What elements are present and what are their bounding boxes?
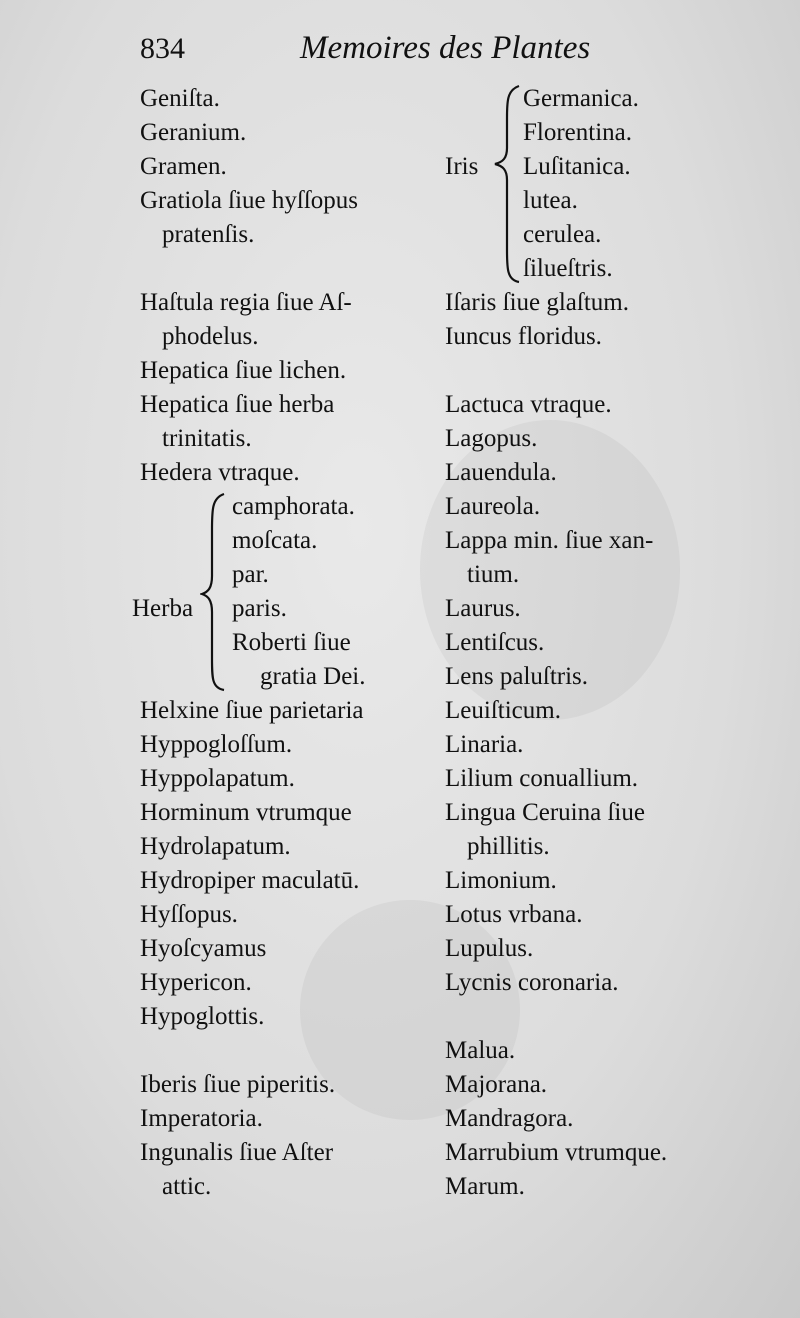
- plant-name: Haſtula regia ſiue Aſ-: [140, 289, 352, 316]
- plant-name: Gratiola ſiue hyſſopus: [140, 187, 359, 214]
- plant-entry: [523, 150, 639, 184]
- plant-name: Lappa min. ſiue xan-: [445, 527, 654, 554]
- plant-entry: [140, 184, 440, 252]
- plant-name: Hypoglottis.: [140, 1003, 265, 1030]
- plant-name-continuation: pratenſis.: [162, 221, 255, 248]
- plant-entry: [232, 524, 366, 558]
- plant-entry: [523, 116, 639, 150]
- plant-entry: [140, 286, 440, 354]
- plant-name-continuation: phillitis.: [467, 833, 550, 860]
- plant-name: Iberis ſiue piperitis.: [140, 1071, 336, 1098]
- plant-name: Malua.: [445, 1037, 516, 1064]
- plant-name: Helxine ſiue parietaria: [140, 697, 364, 724]
- running-title: Memoires des Plantes: [300, 30, 591, 66]
- plant-entry: [445, 728, 775, 762]
- left-entries-after: [140, 694, 440, 1204]
- plant-name: Hypericon.: [140, 969, 252, 996]
- plant-entry: [445, 626, 775, 660]
- plant-name: Marrubium vtrumque.: [445, 1139, 668, 1166]
- plant-entry: [445, 1034, 775, 1068]
- plant-name: Luſitanica.: [523, 153, 631, 180]
- herba-items: [232, 490, 366, 694]
- plant-name: Roberti ſiue: [232, 629, 351, 656]
- plant-name: Hyppolapatum.: [140, 765, 295, 792]
- plant-entry: [140, 932, 440, 966]
- plant-name: Hydropiper maculatū.: [140, 867, 360, 894]
- plant-name: Laurus.: [445, 595, 521, 622]
- plant-entry: [445, 796, 775, 864]
- iris-items: [523, 82, 639, 286]
- plant-entry: [140, 1136, 440, 1204]
- plant-entry: [445, 388, 775, 422]
- left-column: [132, 82, 440, 1204]
- plant-entry: [140, 456, 440, 490]
- plant-entry: [445, 1068, 775, 1102]
- plant-entry: [445, 490, 775, 524]
- plant-name: cerulea.: [523, 221, 602, 248]
- plant-name: Hepatica ſiue herba: [140, 391, 335, 418]
- section-gap: [140, 1034, 440, 1068]
- right-column: [445, 82, 775, 1204]
- plant-name: Hyſſopus.: [140, 901, 238, 928]
- plant-name: Linaria.: [445, 731, 524, 758]
- plant-entry: [140, 796, 440, 830]
- iris-group: [445, 82, 775, 286]
- plant-entry: [140, 762, 440, 796]
- plant-name: Lycnis coronaria.: [445, 969, 619, 996]
- plant-name: Hepatica ſiue lichen.: [140, 357, 347, 384]
- plant-name: Laureola.: [445, 493, 541, 520]
- plant-entry: [523, 82, 639, 116]
- plant-entry: [445, 864, 775, 898]
- plant-entry: [232, 626, 366, 694]
- plant-entry: [445, 966, 775, 1000]
- plant-name: Imperatoria.: [140, 1105, 263, 1132]
- plant-name: Leuiſticum.: [445, 697, 561, 724]
- plant-name: Lagopus.: [445, 425, 538, 452]
- plant-name: Iuncus floridus.: [445, 323, 602, 350]
- plant-name: Lentiſcus.: [445, 629, 545, 656]
- plant-name: par.: [232, 561, 269, 588]
- plant-entry: [445, 422, 775, 456]
- plant-entry: [140, 898, 440, 932]
- plant-entry: [445, 320, 775, 354]
- plant-entry: [445, 592, 775, 626]
- plant-name: paris.: [232, 595, 287, 622]
- plant-name: Marum.: [445, 1173, 525, 1200]
- plant-name-continuation: attic.: [162, 1173, 212, 1200]
- plant-name: Hydrolapatum.: [140, 833, 291, 860]
- plant-name: moſcata.: [232, 527, 318, 554]
- plant-entry: [445, 898, 775, 932]
- plant-entry: [140, 830, 440, 864]
- plant-entry: [140, 1068, 440, 1102]
- plant-entry: [140, 694, 440, 728]
- page-header: [140, 30, 640, 74]
- plant-name: Germanica.: [523, 85, 639, 112]
- plant-entry: [140, 1000, 440, 1034]
- section-gap: [140, 252, 440, 286]
- plant-entry: [232, 490, 366, 524]
- plant-entry: [140, 966, 440, 1000]
- plant-entry: [140, 82, 440, 116]
- plant-entry: [445, 1102, 775, 1136]
- herba-key: Herba: [132, 595, 194, 622]
- plant-entry: [445, 456, 775, 490]
- plant-name: Geranium.: [140, 119, 247, 146]
- left-brace-icon: [493, 82, 523, 286]
- section-gap: [445, 354, 775, 388]
- plant-name-continuation: trinitatis.: [162, 425, 252, 452]
- plant-name: Geniſta.: [140, 85, 220, 112]
- plant-name: Lactuca vtraque.: [445, 391, 612, 418]
- plant-entry: [232, 558, 366, 592]
- plant-name: camphorata.: [232, 493, 355, 520]
- plant-entry: [523, 184, 639, 218]
- section-gap: [445, 1000, 775, 1034]
- plant-name: Horminum vtrumque: [140, 799, 352, 826]
- page-number: 834: [140, 32, 185, 65]
- plant-entry: [523, 252, 639, 286]
- plant-name: Gramen.: [140, 153, 227, 180]
- left-entries-before: [140, 82, 440, 490]
- plant-name: ſilueſtris.: [523, 255, 613, 282]
- plant-name: lutea.: [523, 187, 578, 214]
- plant-name: Hedera vtraque.: [140, 459, 300, 486]
- left-brace-icon: [200, 490, 230, 694]
- plant-name: Limonium.: [445, 867, 557, 894]
- plant-name: Lotus vrbana.: [445, 901, 583, 928]
- plant-name: Ingunalis ſiue Aſter: [140, 1139, 334, 1166]
- plant-entry: [140, 1102, 440, 1136]
- plant-entry: [232, 592, 366, 626]
- plant-name: Iſaris ſiue glaſtum.: [445, 289, 629, 316]
- plant-name: Lilium conuallium.: [445, 765, 639, 792]
- plant-entry: [445, 762, 775, 796]
- plant-entry: [140, 388, 440, 456]
- plant-entry: [140, 150, 440, 184]
- plant-entry: [140, 354, 440, 388]
- iris-key: Iris: [445, 153, 479, 180]
- plant-name: Lingua Ceruina ſiue: [445, 799, 645, 826]
- plant-name: Lupulus.: [445, 935, 534, 962]
- plant-entry: [445, 1136, 775, 1170]
- plant-name-continuation: gratia Dei.: [260, 663, 366, 690]
- plant-name: Florentina.: [523, 119, 633, 146]
- plant-entry: [445, 1170, 775, 1204]
- plant-entry: [140, 864, 440, 898]
- plant-name-continuation: tium.: [467, 561, 520, 588]
- plant-name: Lauendula.: [445, 459, 557, 486]
- herba-group: [132, 490, 440, 694]
- plant-entry: [445, 524, 775, 592]
- plant-name: Majorana.: [445, 1071, 548, 1098]
- plant-name: Lens paluſtris.: [445, 663, 589, 690]
- plant-entry: [445, 932, 775, 966]
- plant-entry: [445, 694, 775, 728]
- plant-name-continuation: phodelus.: [162, 323, 259, 350]
- plant-entry: [140, 116, 440, 150]
- plant-name: Hyoſcyamus: [140, 935, 267, 962]
- plant-entry: [523, 218, 639, 252]
- plant-entry: [445, 286, 775, 320]
- plant-entry: [140, 728, 440, 762]
- right-entries-after: [445, 286, 775, 1204]
- plant-entry: [445, 660, 775, 694]
- plant-name: Hyppogloſſum.: [140, 731, 293, 758]
- plant-name: Mandragora.: [445, 1105, 574, 1132]
